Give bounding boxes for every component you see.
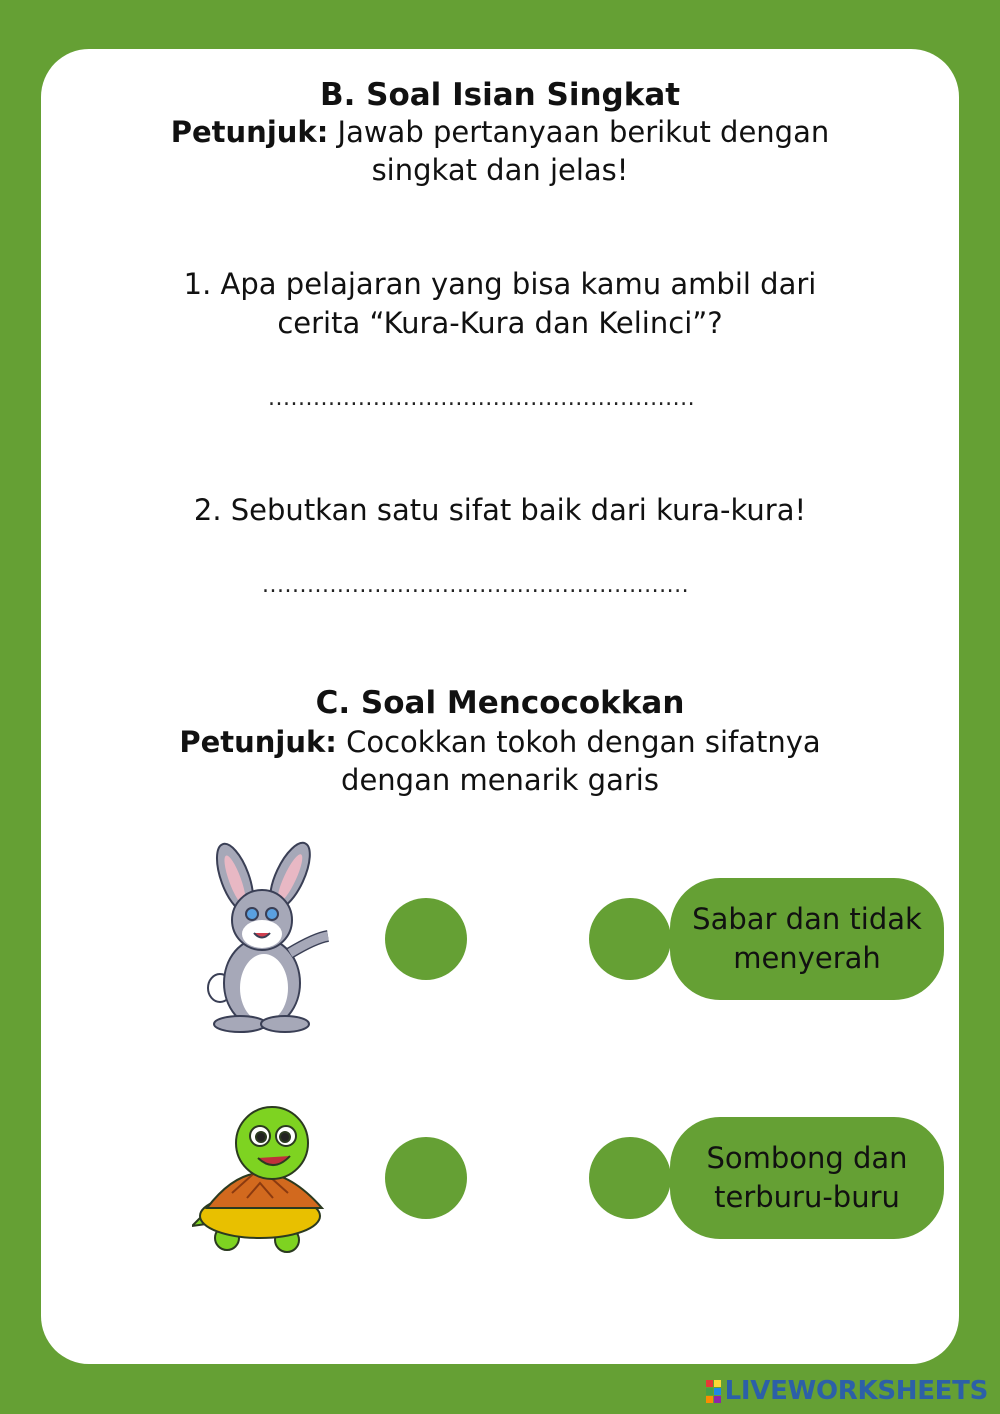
section-b-title: B. Soal Isian Singkat — [319, 77, 681, 113]
question-1-line1: 1. Apa pelajaran yang bisa kamu ambil dari — [183, 267, 817, 301]
option-2-line2: terburu-buru — [714, 1180, 900, 1214]
turtle-icon — [192, 1098, 337, 1258]
rabbit-icon — [180, 838, 340, 1038]
brand-text: LIVEWORKSHEETS — [724, 1376, 988, 1406]
match-dot-rabbit[interactable] — [385, 898, 467, 980]
liveworksheets-logo — [706, 1374, 988, 1408]
instruction-label: Petunjuk: — [179, 725, 337, 759]
instruction-text-line2: dengan menarik garis — [341, 763, 659, 797]
instruction-label: Petunjuk: — [170, 115, 329, 149]
answer-2-field[interactable]: ......................................................... — [262, 573, 690, 598]
instruction-text: Jawab pertanyaan berikut dengan — [337, 115, 830, 149]
answer-1-field[interactable]: ......................................................... — [268, 386, 696, 411]
question-1-line2: cerita “Kura-Kura dan Kelinci”? — [277, 306, 723, 340]
question-2-line1: 2. Sebutkan satu sifat baik dari kura-kura! — [193, 493, 807, 527]
section-c-instruction — [0, 723, 1000, 761]
logo-icon — [706, 1380, 721, 1403]
match-dot-option-2[interactable] — [589, 1137, 671, 1219]
option-2-line1: Sombong dan — [706, 1141, 908, 1175]
match-dot-option-1[interactable] — [589, 898, 671, 980]
match-dot-turtle[interactable] — [385, 1137, 467, 1219]
option-1-line1: Sabar dan tidak — [692, 902, 922, 936]
match-option-1 — [670, 878, 944, 1000]
instruction-text-line2: singkat dan jelas! — [371, 153, 629, 187]
section-b-instruction — [0, 113, 1000, 151]
match-option-2 — [670, 1117, 944, 1239]
instruction-text: Cocokkan tokoh dengan sifatnya — [346, 725, 821, 759]
option-1-line2: menyerah — [733, 941, 881, 975]
section-c-title: C. Soal Mencocokkan — [315, 685, 685, 721]
